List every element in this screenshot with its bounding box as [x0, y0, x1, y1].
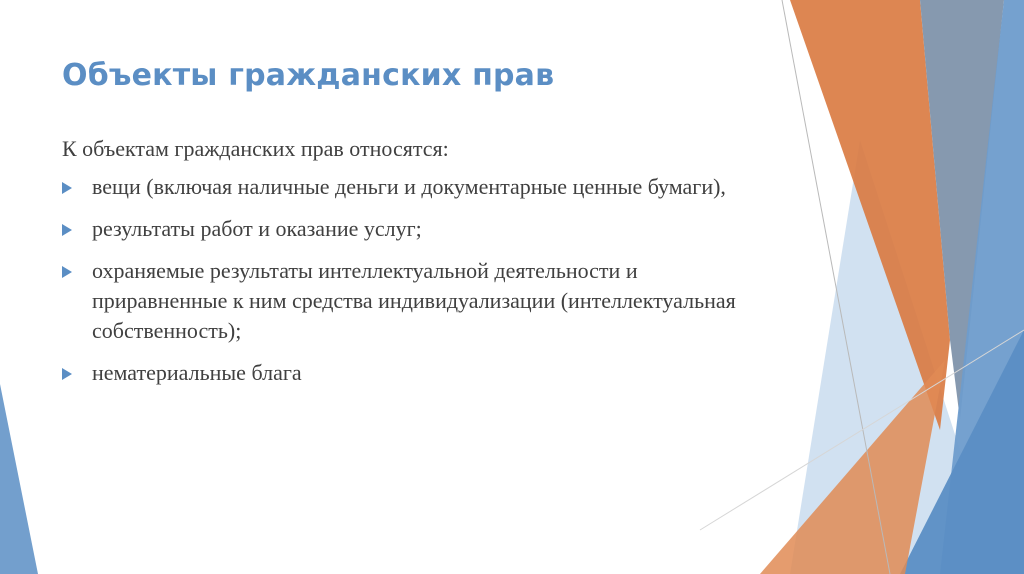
- triangle-right-icon: [62, 182, 72, 194]
- bullet-item: [62, 256, 762, 346]
- triangle-right-icon: [62, 224, 72, 236]
- bullet-text: вещи (включая наличные деньги и документарные ценные бумаги),: [92, 174, 726, 199]
- bullet-list: [62, 172, 762, 388]
- left-blue-sliver: [0, 384, 38, 574]
- slide-body: [62, 134, 762, 400]
- bullet-item: [62, 358, 762, 388]
- bullet-item: [62, 214, 762, 244]
- triangle-right-icon: [62, 368, 72, 380]
- bullet-item: [62, 172, 762, 202]
- bullet-text: охраняемые результаты интеллектуальной деятельности и приравненные к ним средства индивидуализации (интеллектуальная собственность);: [92, 258, 736, 343]
- triangle-right-icon: [62, 266, 72, 278]
- bullet-text: результаты работ и оказание услуг;: [92, 216, 422, 241]
- slide-title: Объекты гражданских прав: [62, 58, 555, 93]
- bullet-text: нематериальные блага: [92, 360, 302, 385]
- intro-text: К объектам гражданских прав относятся:: [62, 136, 449, 161]
